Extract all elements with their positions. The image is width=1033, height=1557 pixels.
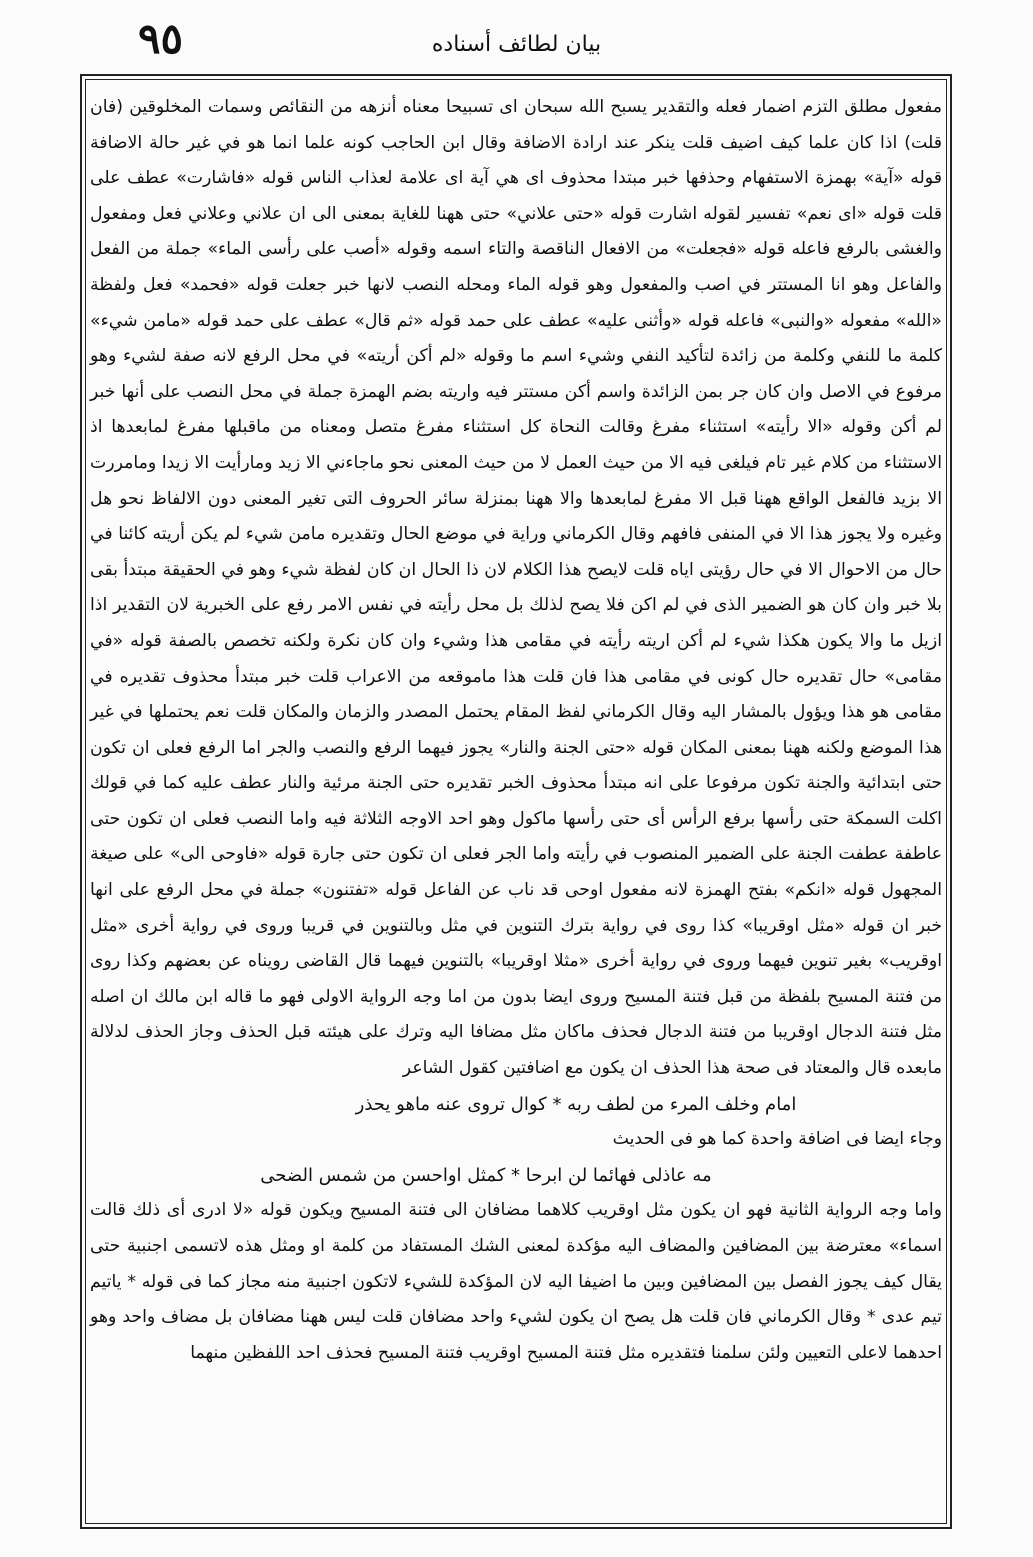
verse-intro-line: وجاء ايضا فى اضافة واحدة كما هو فى الحديث bbox=[612, 1129, 942, 1150]
final-paragraph: واما وجه الرواية الثانية فهو ان يكون مثل اوقريب كلاهما مضافان الى فتنة المسيح ويكون قوله «لا ادرى أى ذلك قالت اسماء» معترضة بين المضافين والمضاف اليه مؤكدة لمعنى الشك المستفاد من كلمة او ومثل هذه لاتسمى اجنبية حتى يقال كيف يجوز الفصل بين المضافين وبين ما اضيفا اليه لان المؤكدة للشيء لاتكون اجنبية منه مجاز كما فى قوله * ياتيم تيم عدى * وقال الكرماني فان قلت هل يصح ان يكون لشيء واحد مضافان قلت ليس ههنا مضافان بل مضاف واحد وهو احدهما لاعلى التعيين ولئن سلمنا فتقديره مثل فتنة المسيح اوقريب فتنة المسيح فحذف احد اللفظين منهما bbox=[90, 1200, 942, 1363]
running-title: بيان لطائف أسناده bbox=[431, 32, 602, 57]
poetry-verse-2: مه عاذلى فهائما لن ابرحا * كمثل اواحسن من شمس الضحى bbox=[260, 1164, 712, 1186]
page-header bbox=[50, 14, 983, 78]
page-number: ٩٥ bbox=[138, 14, 184, 63]
poetry-verse-1: امام وخلف المرء من لطف ربه * كوال تروى عنه ماهو يحذر bbox=[355, 1093, 797, 1115]
main-paragraph: مفعول مطلق التزم اضمار فعله والتقدير يسبح الله سبحان اى تسبيحا معناه أنزهه من النقائص وسمات المخلوقين (فان قلت) اذا كان علما كيف اضيف قلت ينكر عند ارادة الاضافة وقال ابن الحاجب كونه علما انما هو في غير حالة الاضافة قوله «آية» بهمزة الاستفهام وحذفها خبر مبتدا محذوف اى هي آية اى علامة لعذاب الناس قوله «فاشارت» عطف على قلت قوله «اى نعم» تفسير لقوله اشارت قوله «حتى علاني» حتى ههنا للغاية بمعنى الى ان علاني وعلاني فعل ومفعول والغشى بالرفع فاعله قوله «فجعلت» من الافعال الناقصة والتاء اسمه وقوله «أصب على رأسى الماء» جملة من الفعل والفاعل وهو انا المستتر في اصب والمفعول وهو قوله الماء ومحله النصب لانها خبر جعلت قوله «فحمد» فعل ولفظة «الله» مفعوله «والنبى» فاعله قوله «وأثنى عليه» عطف على حمد قوله «ثم قال» عطف على حمد قوله «مامن شيء» كلمة ما للنفي وكلمة من زائدة لتأكيد النفي وشيء اسم ما وقوله «لم أكن أريته» في محل الرفع لانه صفة لشيء وهو مرفوع في الاصل وان كان جر بمن الزائدة واسم أكن مستتر فيه واريته بضم الهمزة جملة في محل النصب على أنها خبر لم أكن وقوله «الا رأيته» استثناء مفرغ وقالت النحاة كل استثناء مفرغ متصل ومعناه من ماقبلها مفرغ لمابعدها اذ الاستثناء من كلام غير تام فيلغى فيه الا من حيث العمل لا من حيث المعنى نحو ماجاءني الا زيد ومارأيت الا زيدا ومامررت الا بزيد فالفعل الواقع ههنا قبل الا مفرغ لمابعدها والا ههنا بمنزلة سائر الحروف التى تغير المعنى دون الالفاظ نحو هل وغيره ولا يجوز هذا الا في المنفى فافهم وقال الكرماني وراية في موضع الحال وتقديره مامن شيء لم يكن أريته كائنا في حال من الاحوال الا في حال رؤيتى اياه قلت لايصح هذا الكلام لان ذا الحال ان كان لفظة شيء وهو في الحقيقة مبتدأ بقى بلا خبر وان كان هو الضمير الذى في لم اكن فلا يصح لذلك بل محل رأيته في نفس الامر رفع على الخبرية لان التقدير اذا ازيل ما والا يكون هكذا شيء لم أكن اريته رأيته في مقامى هذا وشيء وان كان نكرة ولكنه تخصص بالصفة قوله «في مقامى» حال تقديره حال كونى في مقامى هذا فان قلت هذا ماموقعه من الاعراب قلت خبر مبتدأ محذوف تقديره في مقامى هو هذا ويؤول بالمشار اليه وقال الكرماني لفظ المقام يحتمل المصدر والزمان والمكان قلت نعم يحتملها في غير هذا الموضع ولكنه ههنا بمعنى المكان قوله «حتى الجنة والنار» يجوز فيهما الرفع والنصب والجر اما الرفع فعلى ان تكون حتى ابتدائية والجنة تكون مرفوعا على انه مبتدأ محذوف الخبر تقديره حتى الجنة مرئية والنار عطف عليه كما في قولك اكلت السمكة حتى رأسها برفع الرأس أى حتى رأسها ماكول وهو احد الاوجه الثلاثة فيه واما النصب فعلى ان تكون حتى عاطفة عطفت الجنة على الضمير المنصوب في رأيته واما الجر فعلى ان تكون حتى جارة قوله «فاوحى الى» على صيغة المجهول قوله «انكم» بفتح الهمزة لانه مفعول اوحى قد ناب عن الفاعل قوله «تفتنون» جملة في محل الرفع على انها خبر ان قوله «مثل اوقريبا» كذا روى في رواية بترك التنوين في مثل وبالتنوين في قريبا وروى في رواية أخرى «مثل اوقريب» بغير تنوين فيهما وروى في رواية أخرى «مثلا اوقريبا» بالتنوين فيهما قال القاضى رويناه عن بعضهم وكذا روى من فتنة المسيح بلفظة من قبل فتنة المسيح وروى ايضا بدون من اما وجه الرواية الاولى فهو ما قاله ابن مالك ان اصله مثل فتنة الدجال اوقريبا من فتنة الدجال فحذف ماكان مثل مضافا اليه وترك على هيئته قبل الحذف وجاز الحذف لدلالة مابعده قال والمعتاد فى صحة هذا الحذف ان يكون مع اضافتين كقول الشاعر bbox=[90, 97, 942, 1079]
main-text bbox=[90, 90, 942, 1371]
